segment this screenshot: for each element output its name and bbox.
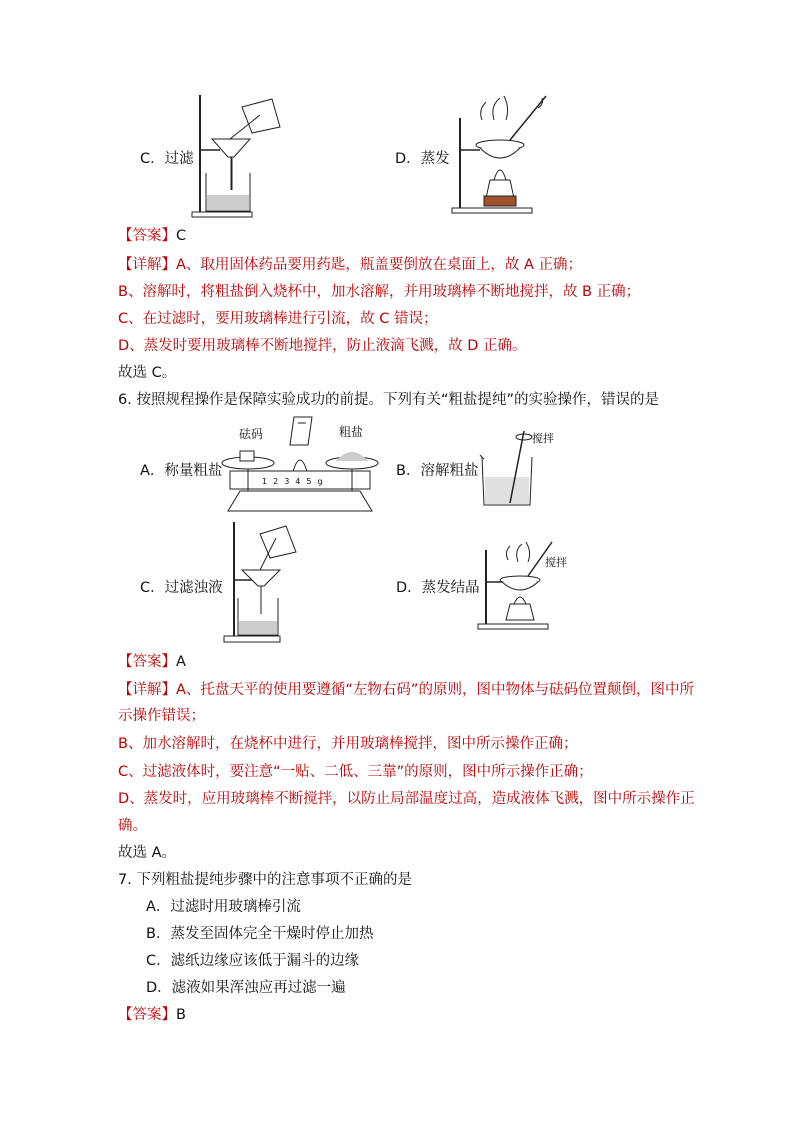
evaporation-stir-label: 搅拌 <box>545 556 567 569</box>
q6-option-b-label: B．溶解粗盐 <box>396 463 479 479</box>
scale-tick-3: 3 <box>284 477 296 486</box>
q6-answer-line <box>118 652 186 672</box>
q5-evaporation-figure <box>450 90 560 215</box>
q5-detail-line-4: D、蒸发时要用玻璃棒不断地搅拌，防止液滴飞溅，故 D 正确。 <box>118 338 527 354</box>
q5-detail-line-3: C、在过滤时，要用玻璃棒进行引流，故 C 错误； <box>118 311 438 327</box>
q6-answer: A <box>176 654 186 670</box>
scale-tick-2: 2 <box>273 477 285 486</box>
q6-option-c-label: C．过滤浊液 <box>140 580 223 596</box>
q6-detail-line-3: B、加水溶解时，在烧杯中进行，并用玻璃棒搅拌，图中所示操作正确； <box>118 736 578 752</box>
q6-detail-line-2: 示操作错误； <box>118 708 205 724</box>
q5-detail-text-1: A、取用固体药品要用药匙，瓶盖要倒放在桌面上，故 A 正确； <box>176 257 583 273</box>
q5-answer: C <box>176 228 187 244</box>
q7-option-c: C．滤纸边缘应该低于漏斗的边缘 <box>146 953 360 969</box>
q6-detail-line-4: C、过滤液体时，要注意“一贴、二低、三靠”的原则，图中所示操作正确； <box>118 764 593 780</box>
balance-weight-label: 砝码 <box>239 427 264 441</box>
q5-conclusion: 故选 C。 <box>118 365 177 381</box>
q6-detail-text-1: A、托盘天平的使用要遵循“左物右码”的原则，图中物体与砝码位置颠倒，图中所 <box>176 682 694 698</box>
q7-answer-tag: 【答案】 <box>118 1007 176 1023</box>
q5-option-d-label: D．蒸发 <box>395 151 450 167</box>
q6-detail-line-5: D、蒸发时，应用玻璃棒不断搅拌，以防止局部温度过高，造成液体飞溅，图中所示操作正 <box>118 791 695 807</box>
scale-tick-4: 4 <box>295 477 307 486</box>
q6-conclusion: 故选 A。 <box>118 845 177 861</box>
beaker-stir-label: 搅拌 <box>532 432 554 445</box>
evaporation-figure <box>476 540 556 632</box>
q5-answer-tag: 【答案】 <box>118 228 176 244</box>
q7-answer-line <box>118 1005 186 1025</box>
q5-option-c-label: C．过滤 <box>140 151 194 167</box>
q5-detail-line-1 <box>118 255 582 275</box>
q6-stem: 6. 按照规程操作是保障实验成功的前提。下列有关“粗盐提纯”的实验操作，错误的是 <box>118 392 659 408</box>
q5-detail-tag: 【详解】 <box>118 257 176 273</box>
q6-detail-line-1 <box>118 680 694 700</box>
q6-option-d-label: D．蒸发结晶 <box>396 580 480 596</box>
q7-answer: B <box>176 1007 186 1023</box>
q6-detail-line-6: 确。 <box>118 818 147 834</box>
q5-filtration-figure <box>190 95 290 220</box>
scale-tick-5: 5g <box>306 477 329 486</box>
beaker-figure <box>478 425 538 507</box>
scale-ticks <box>262 477 329 486</box>
q5-answer-line <box>118 226 186 246</box>
q7-stem: 7. 下列粗盐提纯步骤中的注意事项不正确的是 <box>118 872 412 888</box>
q7-option-a: A．过滤时用玻璃棒引流 <box>146 899 301 915</box>
q5-detail-line-2: B、溶解时，将粗盐倒入烧杯中，加水溶解，并用玻璃棒不断地搅拌，故 B 正确； <box>118 284 641 300</box>
q6-answer-tag: 【答案】 <box>118 654 176 670</box>
q6-option-a-label: A．称量粗盐 <box>140 463 223 479</box>
filtration-figure <box>220 522 300 644</box>
q7-option-b: B．蒸发至固体完全干燥时停止加热 <box>146 926 374 942</box>
scale-tick-1: 1 <box>262 477 274 486</box>
balance-figure <box>220 415 380 520</box>
balance-salt-label: 粗盐 <box>339 425 364 439</box>
q6-detail-tag: 【详解】 <box>118 682 176 698</box>
q7-option-d: D．滤液如果浑浊应再过滤一遍 <box>146 980 346 996</box>
